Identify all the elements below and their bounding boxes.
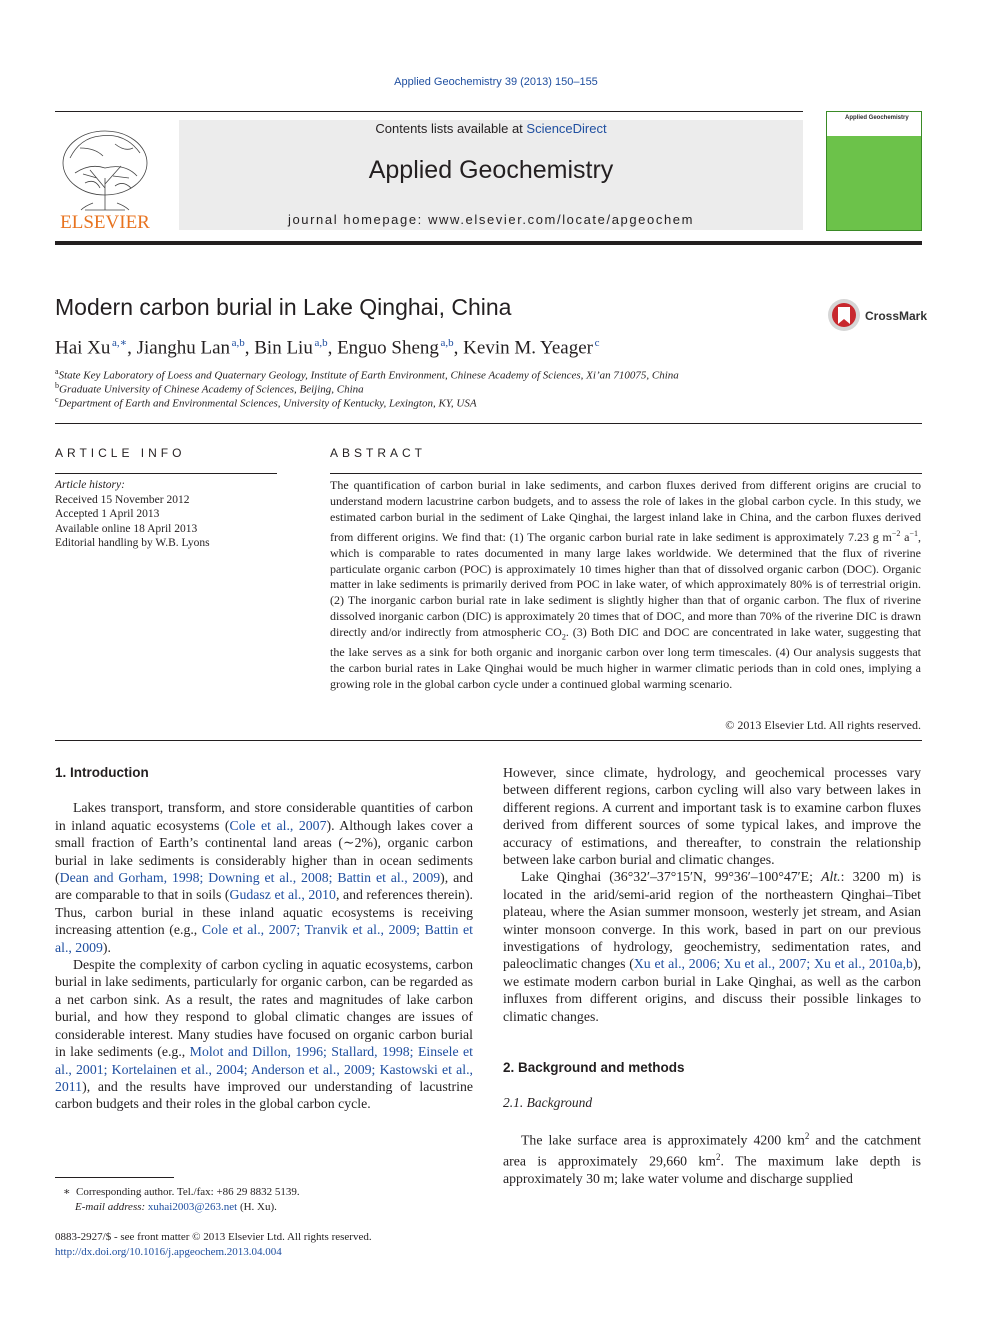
author-list: Hai Xu $^{a,∗}$, Jianghu Lan $^{a,b}$, Bin Liu $^{a,b}$, Enguo Sheng $^{a,b}$, Kevin M. Yeager $^c$ [55, 337, 600, 359]
reference-link[interactable]: Xu et al., 2006; Xu et al., 2007; Xu et al., 2010a,b [633, 956, 913, 972]
corresponding-author: Corresponding author. Tel./fax: +86 29 8832 5139. [75, 1186, 300, 1198]
affiliation-text: Department of Earth and Environmental Sciences, University of Kentucky, Lexington, KY, USA [58, 397, 477, 410]
editorial-handling: Editorial handling by W.B. Lyons [55, 537, 210, 550]
history-label: Article history: [55, 479, 125, 491]
text: , and references therein). Thus, carbon burial in these inland aquatic ecosystems is receiving increasing attention (e.g., [55, 887, 473, 938]
introduction-heading: 1. Introduction [55, 765, 149, 780]
right-column [503, 764, 921, 1187]
reference-link[interactable]: Dean and Gorham, 1998; Downing et al., 2008; Battin et al., 2009 [59, 870, 441, 886]
reference-link[interactable]: Gudasz et al., 2010 [229, 887, 336, 903]
header-rule [55, 111, 803, 112]
doi-link[interactable]: http://dx.doi.org/10.1016/j.apgeochem.2013.04.004 [55, 1246, 282, 1258]
contents-line [179, 121, 803, 136]
text: . The maximum lake depth is approximately 30 m; lake water volume and discharge supplied [503, 1153, 921, 1186]
footnote [55, 1185, 300, 1215]
email-link[interactable]: xuhai2003@263.net [147, 1201, 238, 1213]
online-date: Available online 18 April 2013 [55, 522, 198, 535]
text: Lake Qinghai (36°32′–37°15′N, 99°36′–100°47′E; [521, 869, 822, 885]
abstract-part: a [900, 529, 910, 544]
author-name[interactable]: Hai Xu [55, 337, 111, 359]
affiliation-text: Graduate University of Chinese Academy of Sciences, Beijing, China [59, 383, 364, 396]
methods-paragraph [503, 1128, 921, 1187]
article-history [55, 478, 210, 551]
text: Lakes transport, transform, and store considerable quantities of carbon in inland aquatic ecosystems ( [55, 800, 473, 833]
text: ), and the results have improved our understanding of lacustrine carbon budgets and their roles in the global carbon cycle. [55, 1078, 473, 1112]
article-info-heading: ARTICLE INFO [55, 446, 186, 460]
reference-link[interactable]: Cole et al., 2007; Tranvik et al., 2009; Battin et al., 2009 [55, 922, 473, 955]
received-date: Received 15 November 2012 [55, 493, 190, 506]
text: Alt. [821, 869, 841, 885]
author-name[interactable]: Jianghu Lan [136, 337, 231, 359]
info-rule [55, 473, 277, 474]
author-affiliation-marker[interactable]: a,b [440, 337, 454, 349]
author-name[interactable]: Kevin M. Yeager [463, 337, 593, 359]
sciencedirect-link[interactable]: ScienceDirect [526, 121, 607, 136]
left-column [55, 764, 473, 1113]
article-title: Modern carbon burial in Lake Qinghai, China [55, 294, 512, 320]
abstract-heading: ABSTRACT [330, 446, 427, 460]
superscript: 2 [716, 1151, 721, 1162]
bottom-info [55, 1230, 372, 1260]
background-subheading: 2.1. Background [503, 1094, 593, 1110]
superscript: 2 [804, 1130, 810, 1141]
text: Despite the complexity of carbon cycling in aquatic ecosystems, carbon burial in lake sediments, particularly for organic carbon, can be regarded as a net carbon sink. As a result, the rates and magnitudes of lake carbon burial, and how they respond to global climatic changes are issues of considerable interest. Many studies have focused on organic carbon burial in lake sediments (e.g., [55, 957, 473, 1060]
abstract-part: The quantification of carbon burial in lake sediments, and carbon fluxes derived from different origins are crucial to understand modern lacustrine carbon budgets, and to assess the role of lakes in the global carbon cycle. In this study, we estimated carbon burial in the sediment of Lake Qinghai, the largest inland lake in China, and the carbon fluxes derived from different origins. We find that: (1) The organic carbon burial rate in lake sediment is approximately 7.23 g m [330, 478, 921, 544]
text: ). [102, 939, 111, 955]
text: ). Although lakes cover a small fraction of Earth’s continental land areas (∼2%), organic carbon burial in lake sediments is considerably higher than in ocean sediments ( [55, 817, 474, 886]
abstract-rule [330, 473, 922, 474]
footnote-rule [55, 1177, 174, 1178]
text: : 3200 m) is located in the arid/semi-arid region of the northeastern Qinghai–Tibet plateau, where the Asian summer monsoon, westerly jet stream, and Asian winter monsoon converge. In this work, based in part on our previous investigations of hydrology, geochemistry, sedimentation rates, and paleoclimatic changes ( [503, 869, 921, 972]
journal-citation[interactable]: Applied Geochemistry 39 (2013) 150–155 [394, 76, 598, 88]
text: ), and are comparable to that in soils ( [55, 870, 473, 903]
affiliation [55, 381, 364, 396]
intro-paragraph: However, since climate, hydrology, and geochemical processes vary between different regions, carbon cycling will also vary between lakes in different regions. A current and important task is to examine carbon fluxes derived from different sources of some typical lakes, and improve the accuracy of estimations, and thereafter, to constrain the relationship between lake carbon burial and climatic changes. [503, 765, 921, 868]
affiliation-marker: c [55, 395, 59, 404]
section-divider [55, 740, 922, 741]
affiliation-marker: b [55, 381, 59, 390]
journal-cover-title: Applied Geochemistry [845, 115, 909, 121]
intro-paragraph [55, 956, 473, 1113]
abstract-part: . (3) Both DIC and DOC are concentrated in lake water, suggesting that the lake serves as a sink for both organic and inorganic carbon over long term timescales. (4) Our analysis suggests that the carbon burial rates in Lake Qinghai would be much higher in warmer climatic periods than in cold ones, implying a growing role in the global carbon cycle under a continued global warming scenario. [330, 625, 921, 692]
affiliation-marker: a [55, 367, 59, 376]
affiliation [55, 367, 679, 382]
abstract-sup: −1 [909, 528, 918, 538]
text: The lake surface area is approximately 4200 km [521, 1132, 805, 1148]
abstract-copyright: © 2013 Elsevier Ltd. All rights reserved. [725, 718, 921, 732]
abstract-sub: 2 [561, 632, 566, 642]
intro-paragraph [55, 799, 473, 956]
intro-paragraph [503, 868, 921, 1025]
text: and the catchment area is approximately 29,660 km [503, 1132, 921, 1169]
section-divider [55, 423, 922, 424]
author-affiliation-marker[interactable]: a,b [314, 337, 328, 349]
accepted-date: Accepted 1 April 2013 [55, 508, 160, 521]
author-name[interactable]: Enguo Sheng [337, 337, 439, 359]
elsevier-wordmark: ELSEVIER [60, 212, 150, 233]
abstract-sup: −2 [891, 528, 901, 538]
email-label: E-mail address: [75, 1201, 146, 1213]
contents-prefix: Contents lists available at [375, 121, 527, 136]
journal-title: Applied Geochemistry [368, 156, 614, 184]
crossmark-label[interactable]: CrossMark [865, 309, 928, 323]
author-affiliation-marker[interactable]: a,b [231, 337, 245, 349]
journal-homepage[interactable]: journal homepage: www.elsevier.com/locate/apgeochem [287, 212, 695, 227]
abstract-part: , which is comparable to rates documented in many large lakes worldwide. We determined that the flux of riverine particulate organic carbon (POC) is approximately 10 times higher than that of dissolved organic carbon (DOC). Organic matter in lake sediments is primarily derived from POC in lake water, of which approximately 80% is of terrestrial origin. (2) The inorganic carbon burial rate in lake sediment is slightly higher than that of organic carbon. The flux of riverine dissolved inorganic carbon (DIC) is approximately 20 times that of DOC, and more than 70% of the riverine DIC is drawn directly and/or indirectly from atmospheric CO [330, 529, 921, 640]
issn-line: 0883-2927/$ - see front matter © 2013 Elsevier Ltd. All rights reserved. [55, 1231, 372, 1243]
masthead-rule [55, 241, 922, 245]
author-name[interactable]: Bin Liu [254, 337, 313, 359]
reference-link[interactable]: Cole et al., 2007 [229, 817, 327, 833]
reference-link[interactable]: Molot and Dillon, 1996; Stallard, 1998; Einsele et al., 2001; Kortelainen et al., 2004; Anderson et al., 2009; Kastowski et al., 2011 [55, 1044, 473, 1094]
text: ), we estimate modern carbon burial in Lake Qinghai, as well as the carbon influxes from different origins, and discuss their possible linkages to climatic changes. [503, 956, 922, 1024]
author-affiliation-marker[interactable]: a,∗ [112, 337, 128, 349]
email-suffix: (H. Xu). [237, 1201, 277, 1213]
affiliation [55, 395, 477, 410]
footnote-star: ∗ [63, 1186, 71, 1198]
abstract-text [330, 478, 921, 693]
methods-heading: 2. Background and methods [503, 1060, 685, 1076]
affiliation-text: State Key Laboratory of Loess and Quaternary Geology, Institute of Earth Environment, Chinese Academy of Sciences, Xi’an 710075, China [58, 369, 679, 382]
author-affiliation-marker[interactable]: c [594, 337, 600, 349]
